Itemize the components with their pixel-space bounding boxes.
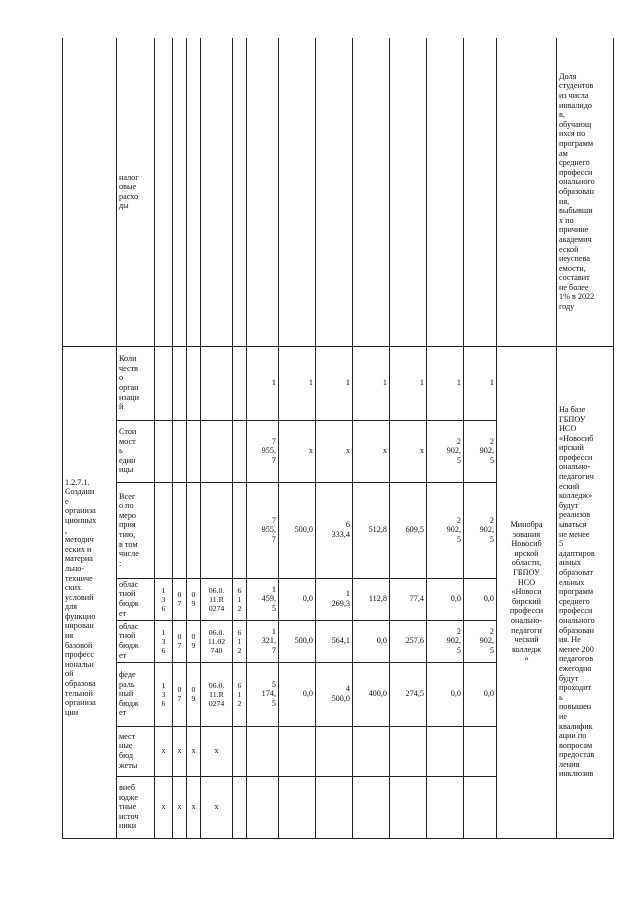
value-cell: 1 269,3 [316,578,353,620]
table-row: мест ные бюд жеты x x x x [63,726,614,776]
value-cell: 1 [427,346,464,420]
row-label: Всег о по меро прия тию, в том числе : [117,482,155,578]
value-cell: 112,8 [353,578,390,620]
row-label: Стои мост ь един ицы [117,420,155,482]
table-row: облас тной бюдж ет 1 3 6 0 7 0 9 06.0. 11.R 0274 6 1 2 1 459, 5 0,0 1 269,3 112,8 77,4 0,0 0,0 [63,578,614,620]
indicator-cell: Доля студентов из числа инвалидо в, обучающ ихся по программ ам среднего професси онального образован ия, выбывши х по причине академич еской неуспева емости, составит не более 1% в 2022 году [557,38,614,346]
value-cell: 2 902, 5 [464,482,497,578]
expense-type-cell: налог овые расхо ды [117,38,155,346]
value-cell: 6 333,4 [316,482,353,578]
value-cell: x [316,420,353,482]
value-cell: 2 902, 5 [464,420,497,482]
table-row: облас тной бюдж ет 1 3 6 0 7 0 9 06.0. 11.02 740 6 1 2 1 321, 7 500,0 564,1 0,0 257,6 2 902, 5 2 902, 5 [63,620,614,662]
value-cell: 1 [464,346,497,420]
value-cell: 0,0 [353,620,390,662]
value-cell: 274,5 [390,662,427,726]
value-cell: 564,1 [316,620,353,662]
value-cell: 400,0 [353,662,390,726]
row-label: Коли честв о орган изаци й [117,346,155,420]
value-cell: 257,6 [390,620,427,662]
value-cell: 7 955, 7 [247,420,279,482]
executor-cell-empty [497,38,557,346]
value-cell: 1 [247,346,279,420]
table-row [63,346,614,420]
value-cell: 2 902, 5 [427,482,464,578]
result-cell: На базе ГБПОУ НСО «Новосиб ирский професси онально- педагогич еский колледж» будут реализов ываться не менее 5 адаптиров анных образоват ельных программ среднего професси онального образован ия. Не менее 200 педагогов ежегодно будут проходит ь повышен ие квалифик ации по вопросам предостав ления инклюзив [557,346,614,838]
value-cell: 7 955, 7 [247,482,279,578]
value-cell: 0,0 [279,578,316,620]
value-cell: 4 500,0 [316,662,353,726]
value-cell: 1 [353,346,390,420]
value-cell: 0,0 [464,578,497,620]
value-cell: 0,0 [427,662,464,726]
value-cell: 1 [316,346,353,420]
row-label: мест ные бюд жеты [117,726,155,776]
row-label: внеб юдже тные источ ники [117,776,155,838]
value-cell: 77,4 [390,578,427,620]
value-cell: 1 [390,346,427,420]
value-cell: 1 [279,346,316,420]
value-cell: 1 459, 5 [247,578,279,620]
activity-cell-empty [63,38,117,346]
table-row-tax-expenses [63,38,614,346]
value-cell: 0,0 [279,662,316,726]
value-cell: x [279,420,316,482]
value-cell: 0,0 [464,662,497,726]
value-cell: 2 902, 5 [427,620,464,662]
row-label: облас тной бюдж ет [117,620,155,662]
value-cell: 2 902, 5 [427,420,464,482]
value-cell: 609,5 [390,482,427,578]
budget-table [62,38,614,839]
value-cell: 2 902, 5 [464,620,497,662]
activity-name-cell: 1.2.7.1. Создани е организа ционных , методич еских и материа льно- техниче ских условий для функцио нирован ия базовой професс иональн ой образова тельной организа ции [63,346,117,838]
table-row: внеб юдже тные источ ники x x x x [63,776,614,838]
value-cell: 5 174, 5 [247,662,279,726]
value-cell: 1 321, 7 [247,620,279,662]
row-label: облас тной бюдж ет [117,578,155,620]
value-cell: 0,0 [427,578,464,620]
value-cell: x [390,420,427,482]
row-label: феде раль ный бюдж ет [117,662,155,726]
value-cell: 512,8 [353,482,390,578]
value-cell: x [353,420,390,482]
table-row: феде раль ный бюдж ет 1 3 6 0 7 0 9 06.0. 11.R 0274 6 1 2 5 174, 5 0,0 4 500,0 400,0 274,5 0,0 0,0 [63,662,614,726]
value-cell: 500,0 [279,482,316,578]
value-cell: 500,0 [279,620,316,662]
executor-cell: Минобра зования Новосиб ирской области, ГБПОУ НСО «Новоси бирский професси онально- педагоги ческий колледж » [497,346,557,838]
